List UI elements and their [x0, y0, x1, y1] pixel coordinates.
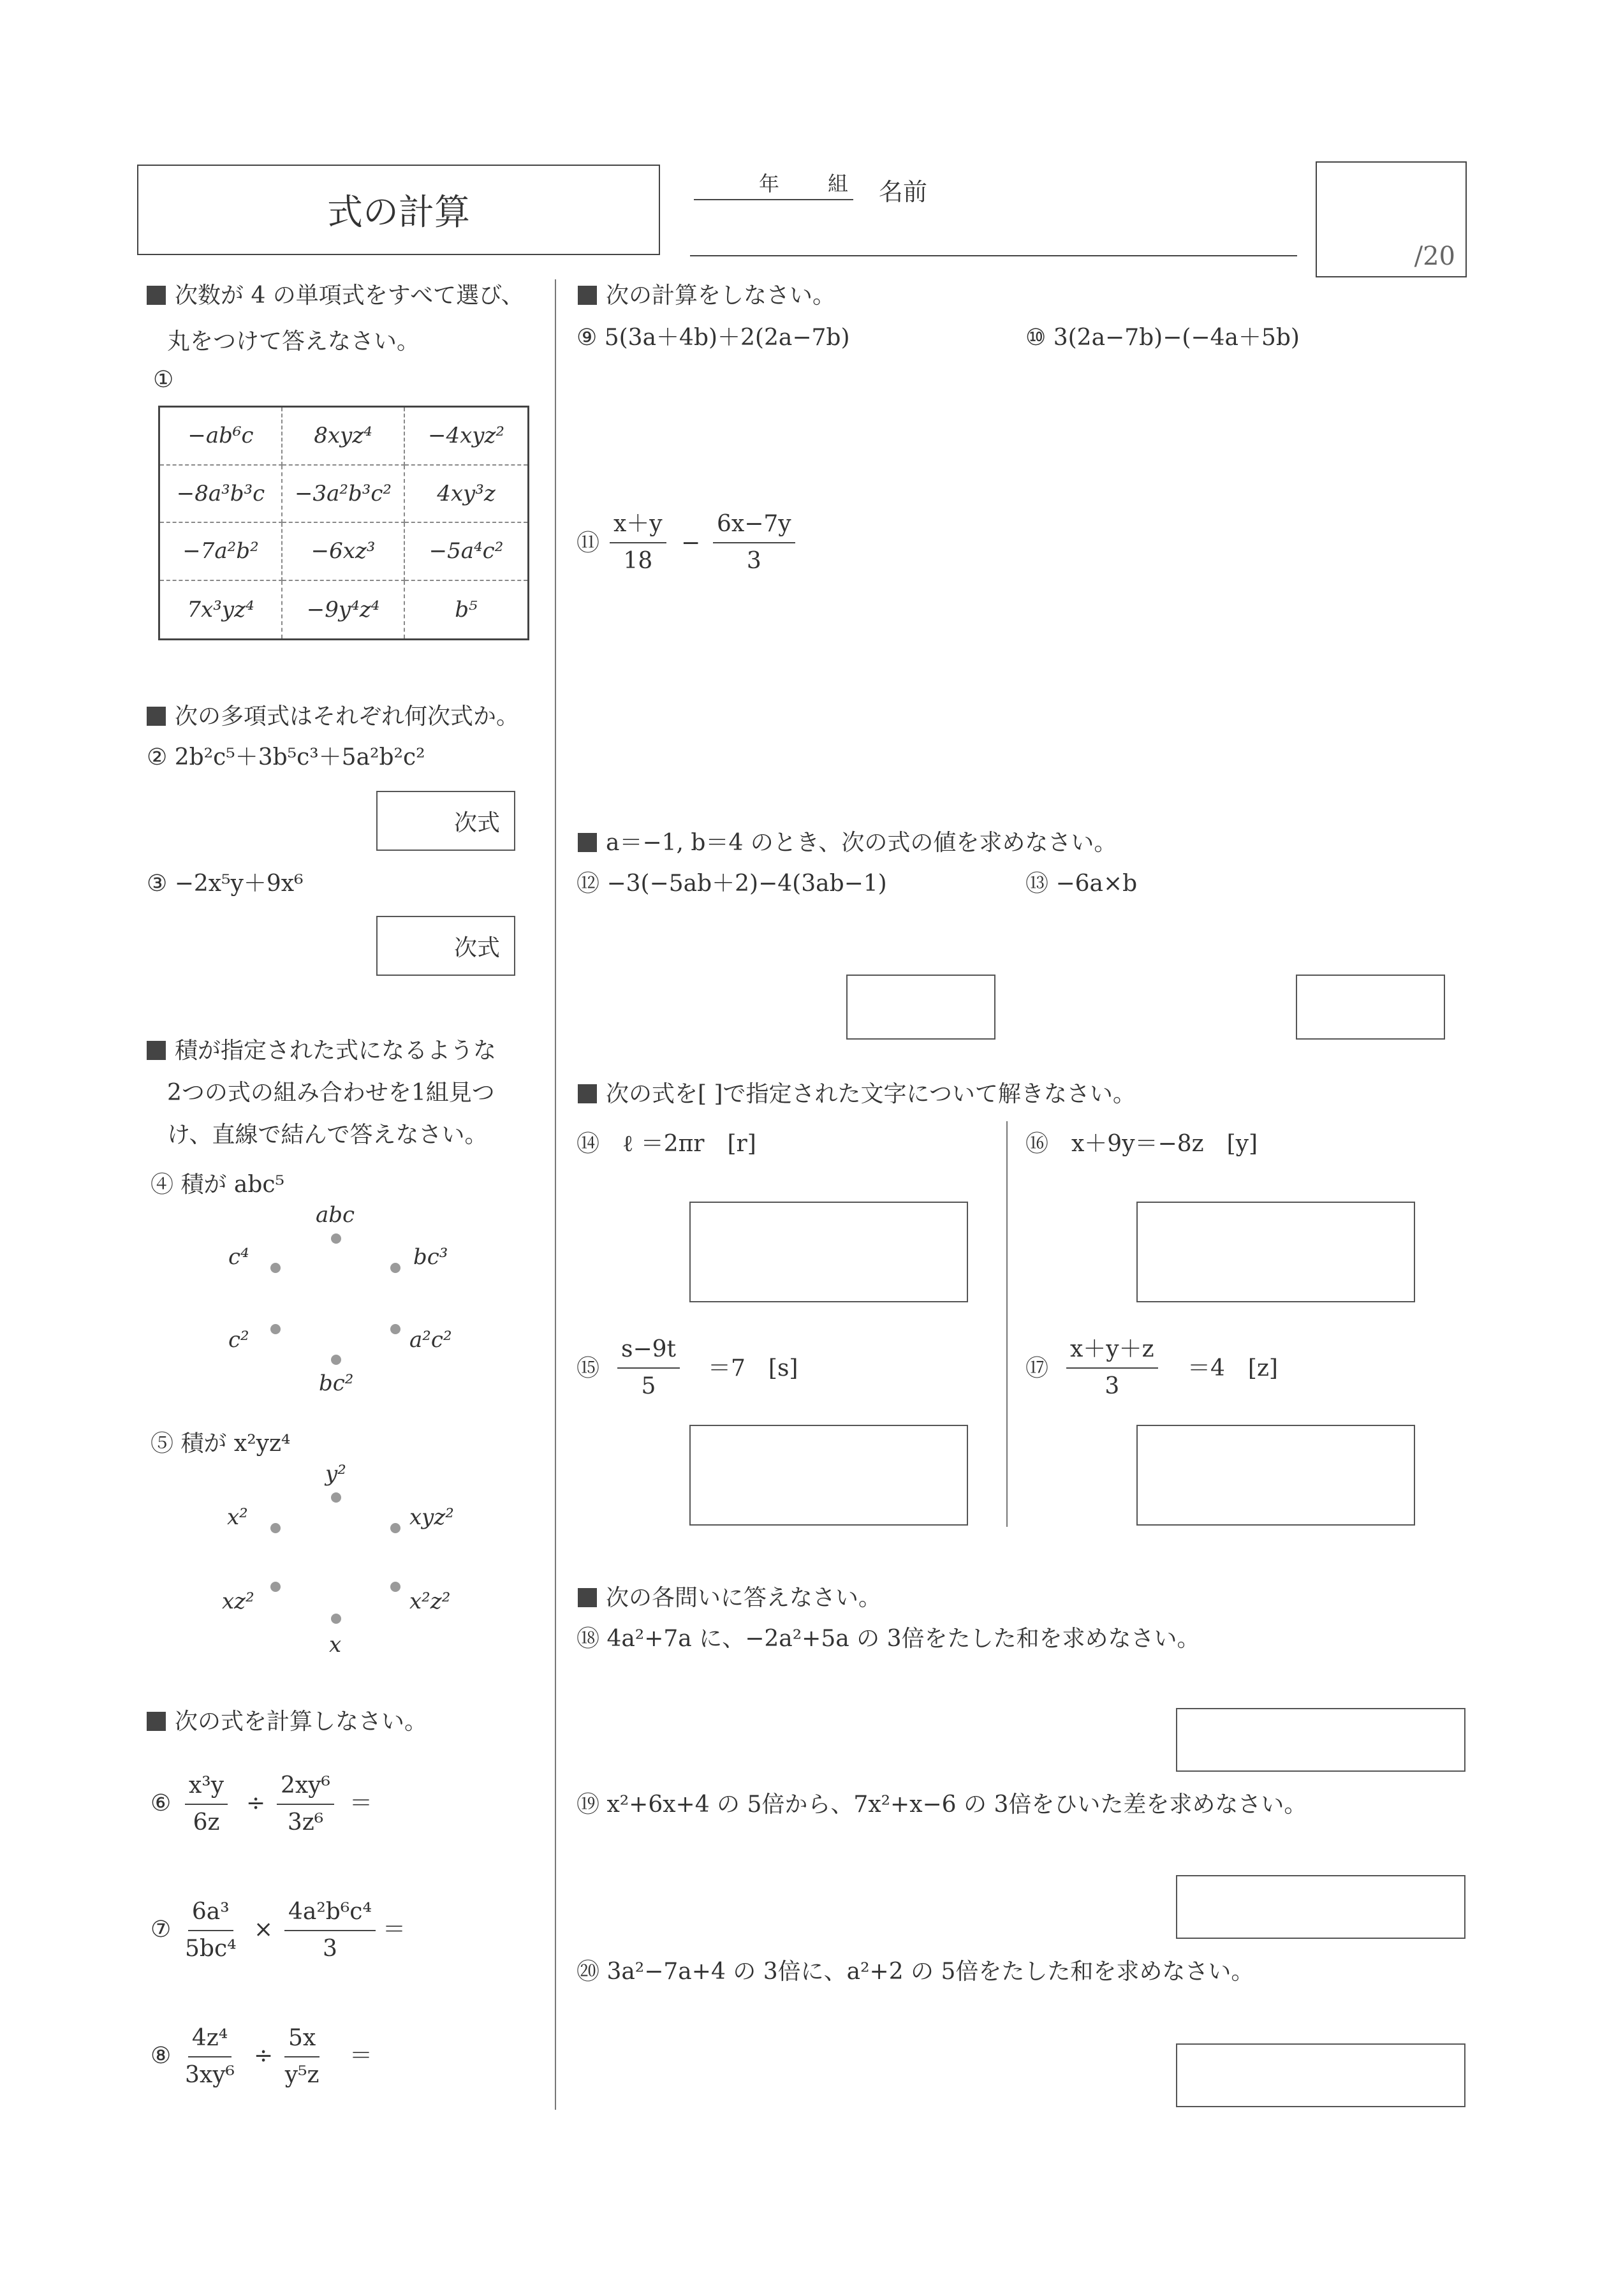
q15-fraction: $\frac{s-9t}{5}$	[617, 1338, 680, 1398]
q19-text: ⑲ x²+6x+4 の 5倍から、7x²+x−6 の 3倍をひいた差を求めなさい。	[576, 1792, 1307, 1818]
q2-expression: ② 2b²c⁵＋3b⁵c³＋5a²b²c²	[147, 744, 425, 770]
q6-fraction-2: $\frac{\text{2xy⁶}}{\text{3z⁶}}$	[277, 1774, 334, 1834]
q4-term: c²	[228, 1327, 249, 1353]
q11-fraction-1: $\frac{x+y}{18}$	[610, 513, 666, 573]
q4-term: abc	[316, 1202, 355, 1228]
q17-rest: ＝4 [z]	[1187, 1355, 1278, 1381]
q3-answer-box[interactable]	[376, 916, 515, 976]
q15-number: ⑮	[576, 1355, 600, 1381]
q6-operator: ÷	[246, 1790, 266, 1816]
year-class-line	[694, 199, 853, 200]
q13-answer-box[interactable]	[1296, 975, 1445, 1040]
q9-expression: ⑨ 5(3a＋4b)＋2(2a−7b)	[576, 325, 850, 351]
q17-answer-box[interactable]	[1136, 1425, 1415, 1526]
q11-fraction-2: $\frac{6x-7y}{3}$	[713, 513, 795, 573]
bullet-square-icon	[578, 286, 597, 305]
q5-dot[interactable]	[331, 1614, 341, 1624]
score-box	[1316, 161, 1467, 277]
q20-answer-box[interactable]	[1176, 2043, 1465, 2107]
q16-answer-box[interactable]	[1136, 1202, 1415, 1302]
q6-number: ⑥	[151, 1790, 172, 1816]
q6-fraction-1: $\frac{\text{x³y}}{6z}$	[185, 1774, 228, 1834]
q4-dot[interactable]	[390, 1263, 400, 1273]
q5-label: ⑤ 積が x²yz⁴	[151, 1431, 291, 1457]
unit-label: 次式	[453, 809, 500, 836]
q16-expression: ⑯ x＋9y＝−8z [y]	[1025, 1131, 1258, 1157]
year-label: 年	[759, 172, 780, 196]
q2-heading: 次の多項式はそれぞれ何次式か。	[147, 705, 519, 728]
q7-equals: ＝	[383, 1917, 406, 1943]
q5-term: x²	[227, 1505, 248, 1530]
score-total: /20	[1414, 242, 1455, 271]
q10-expression: ⑩ 3(2a−7b)−(−4a＋5b)	[1025, 325, 1300, 351]
class-label: 組	[828, 172, 849, 196]
q5-dot[interactable]	[390, 1582, 400, 1592]
q4-dot[interactable]	[331, 1355, 341, 1365]
q12-expression: ⑫ −3(−5ab＋2)−4(3ab−1)	[576, 871, 887, 897]
q45-heading: 積が指定された式になるような	[147, 1040, 496, 1063]
q4-term: a²c²	[409, 1327, 452, 1353]
q8-operator: ÷	[254, 2043, 274, 2069]
calc-heading: 次の計算をしなさい。	[578, 284, 835, 307]
solve-divider	[1006, 1121, 1008, 1527]
q4-dot[interactable]	[270, 1324, 281, 1334]
monomial-cell[interactable]: b⁵	[455, 596, 478, 622]
bullet-square-icon	[578, 833, 597, 852]
q12-answer-box[interactable]	[846, 975, 995, 1040]
q7-fraction-2: $\frac{\text{4a²b⁶c⁴}}{3}$	[284, 1901, 376, 1961]
q2-answer-box[interactable]	[376, 791, 515, 851]
q4-dot[interactable]	[390, 1324, 400, 1334]
unit-label: 次式	[453, 934, 500, 961]
q3-expression: ③ −2x⁵y＋9x⁶	[147, 871, 304, 897]
q5-term: xyz²	[409, 1505, 454, 1530]
bullet-square-icon	[147, 707, 166, 726]
monomial-cell[interactable]: −8a³b³c	[160, 466, 283, 524]
q6-equals: ＝	[349, 1790, 373, 1816]
monomial-cell[interactable]: 4xy³z	[405, 466, 527, 524]
q4-dot[interactable]	[331, 1233, 341, 1244]
q19-answer-box[interactable]	[1176, 1875, 1465, 1939]
q5-dot[interactable]	[270, 1582, 281, 1592]
name-label: 名前	[879, 178, 928, 206]
q68-heading: 次の式を計算しなさい。	[147, 1711, 427, 1733]
q18-answer-box[interactable]	[1176, 1708, 1465, 1772]
q4-dot[interactable]	[270, 1263, 281, 1273]
q14-answer-box[interactable]	[689, 1202, 968, 1302]
q7-number: ⑦	[151, 1917, 172, 1943]
q4-term: bc²	[319, 1371, 354, 1396]
q4-term: c⁴	[228, 1244, 249, 1270]
bullet-square-icon	[147, 1041, 166, 1060]
q17-fraction: $\frac{x+y+z}{3}$	[1066, 1338, 1158, 1398]
q15-answer-box[interactable]	[689, 1425, 968, 1526]
monomial-cell[interactable]: −6xz³	[283, 523, 405, 581]
monomial-cell[interactable]: −7a²b²	[160, 523, 283, 581]
q1-heading: 次数が 4 の単項式をすべて選び、	[147, 284, 524, 307]
monomial-cell[interactable]: 7x³yz⁴	[160, 581, 283, 639]
q11-number: ⑪	[576, 530, 600, 556]
q8-equals: ＝	[349, 2043, 373, 2069]
q4-label: ④ 積が abc⁵	[151, 1172, 284, 1198]
q1-heading-2: 丸をつけて答えなさい。	[167, 328, 420, 355]
q5-term: x	[329, 1632, 342, 1658]
q8-number: ⑧	[151, 2043, 172, 2069]
q8-fraction-2: $\frac{5x}{\text{y⁵z}}$	[284, 2025, 319, 2088]
q7-operator: ×	[254, 1917, 274, 1943]
q5-term: y²	[325, 1461, 346, 1487]
q17-number: ⑰	[1025, 1355, 1049, 1381]
q14-expression: ⑭ ℓ ＝2πr [r]	[576, 1131, 756, 1157]
q1-number: ①	[153, 367, 174, 393]
bullet-square-icon	[147, 286, 166, 305]
bullet-square-icon	[578, 1084, 597, 1103]
q20-text: ⑳ 3a²−7a+4 の 3倍に、a²+2 の 5倍をたした和を求めなさい。	[576, 1959, 1254, 1985]
monomial-cell[interactable]: −4xyz²	[405, 408, 527, 466]
each-heading: 次の各問いに答えなさい。	[578, 1587, 881, 1610]
monomial-cell[interactable]: 8xyz⁴	[283, 408, 405, 466]
solve-heading: 次の式を[ ]で指定された文字について解きなさい。	[578, 1083, 1136, 1106]
q15-rest: ＝7 [s]	[708, 1355, 798, 1381]
monomial-cell[interactable]: −9y⁴z⁴	[283, 581, 405, 639]
bullet-square-icon	[147, 1712, 166, 1731]
q5-term: x²z²	[409, 1589, 451, 1614]
q5-dot[interactable]	[331, 1492, 341, 1503]
value-heading: a＝−1, b＝4 のとき、次の式の値を求めなさい。	[578, 832, 1117, 855]
q8-fraction-1: $\frac{\text{4z⁴}}{\text{3xy⁶}}$	[185, 2025, 235, 2088]
q5-dot[interactable]	[390, 1523, 400, 1533]
q13-expression: ⑬ −6a×b	[1025, 871, 1138, 897]
worksheet-title: 式の計算	[137, 165, 660, 255]
q7-fraction-1: $\frac{\text{6a³}}{\text{5bc⁴}}$	[185, 1899, 237, 1962]
monomial-cell[interactable]: −5a⁴c²	[405, 523, 527, 581]
monomial-table	[158, 406, 529, 640]
monomial-cell[interactable]: −ab⁶c	[160, 408, 283, 466]
monomial-cell[interactable]: −3a²b³c²	[283, 466, 405, 524]
q45-heading-3: け、直線で結んで答えなさい。	[167, 1122, 488, 1148]
q45-heading-2: 2つの式の組み合わせを1組見つ	[167, 1080, 495, 1106]
q5-term: xz²	[222, 1589, 254, 1614]
name-line	[690, 255, 1297, 256]
q11-operator: −	[681, 530, 701, 556]
q18-text: ⑱ 4a²+7a に、−2a²+5a の 3倍をたした和を求めなさい。	[576, 1626, 1200, 1652]
bullet-square-icon	[578, 1588, 597, 1607]
column-divider	[555, 279, 556, 2110]
q4-term: bc³	[413, 1244, 448, 1270]
q5-dot[interactable]	[270, 1523, 281, 1533]
